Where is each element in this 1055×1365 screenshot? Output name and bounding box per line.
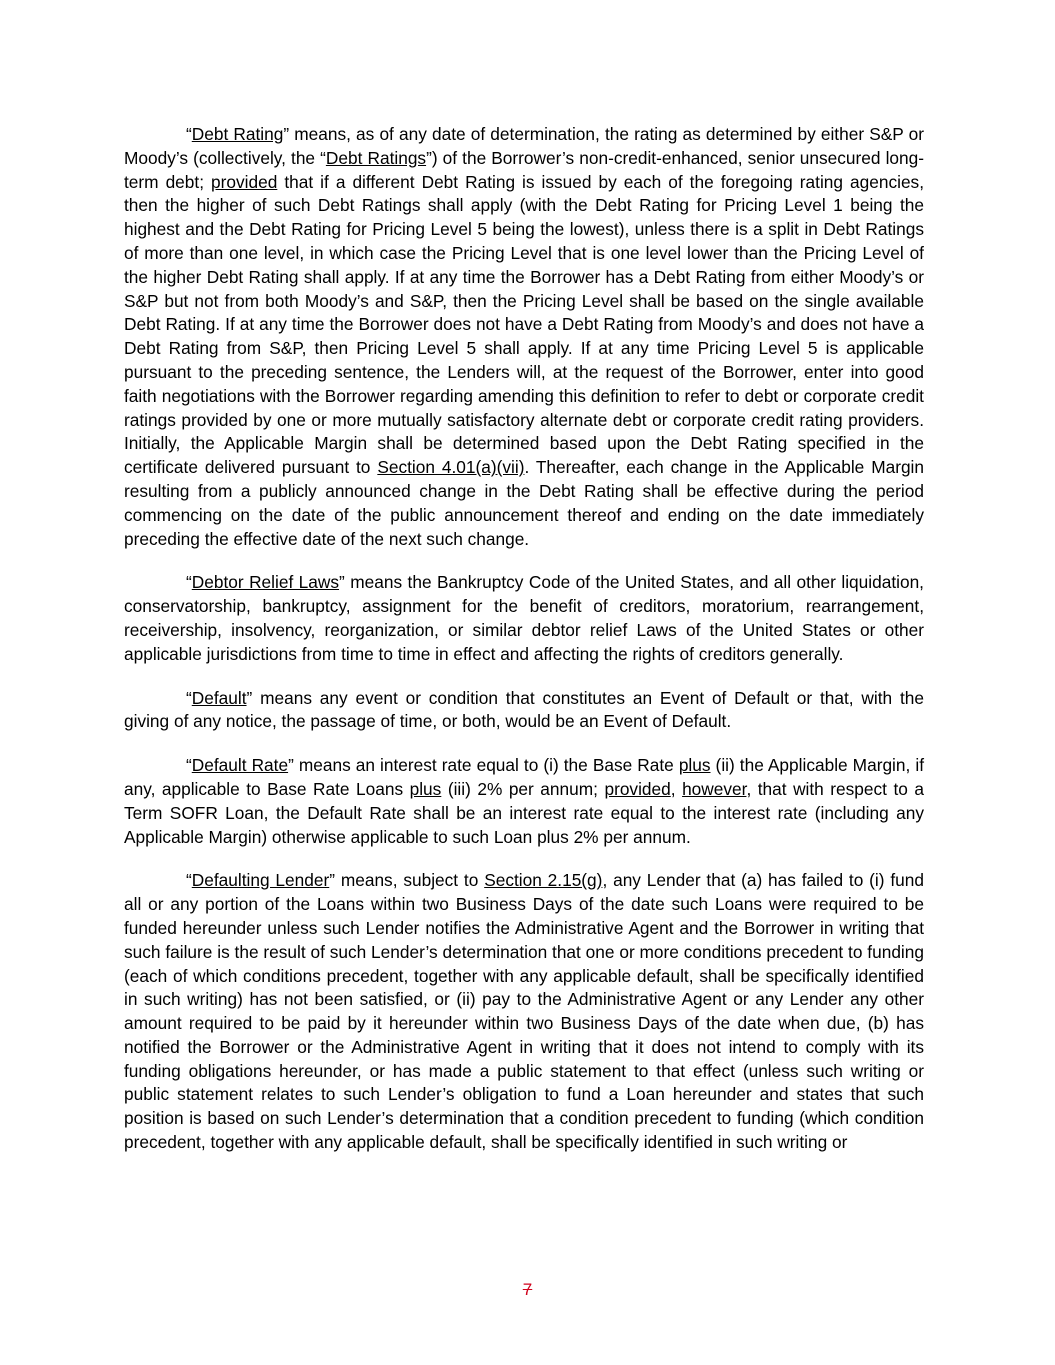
defined-term-underlined: Debtor Relief Laws	[191, 572, 340, 593]
definition-text: ” means an interest rate equal to (i) the Base Rate	[288, 755, 679, 776]
definition-defaulting-lender	[124, 869, 924, 1155]
definition-text: ” means, subject to	[329, 870, 485, 891]
definition-text: , that with respect to a Term SOFR Loan, the Default Rate shall be an interest rate equal to the interest rate (including any Applicable Margin) otherwise applicable to such Loan plus 2% per annum.	[124, 778, 924, 847]
definition-text: ” means, as of any date of determination, the rating as determined by either S&P or Moody’s (collectively, the “	[124, 124, 924, 168]
definition-text: “	[186, 124, 192, 144]
definition-text: ” means any event or condition that constitutes an Event of Default or that, with the giving of any notice, the passage of time, or both, would be an Event of Default.	[124, 687, 924, 732]
defined-term-underlined: provided	[604, 778, 671, 799]
defined-term-underlined: Debt Rating	[191, 124, 284, 144]
page-number: 7	[522, 1280, 533, 1299]
defined-term-underlined: Default	[191, 687, 247, 708]
definition-text: (ii) the Applicable Margin, if any, applicable to Base Rate Loans	[124, 755, 924, 799]
defined-term-underlined: provided	[211, 171, 278, 192]
defined-term-underlined: Debt Ratings	[325, 147, 427, 168]
defined-term-underlined: however	[682, 778, 747, 799]
definition-text: ” means the Bankruptcy Code of the United States, and all other liquidation, conservatorship, bankruptcy, assignment for the benefit of creditors, moratorium, rearrangement, receivership, insolvency, reorganization, or similar debtor relief Laws of the United States or other applicable jurisdictions from time to time in effect and affecting the rights of creditors generally.	[124, 572, 924, 664]
defined-term-underlined: plus	[409, 778, 442, 799]
definition-debt-rating	[124, 123, 924, 551]
defined-term-underlined: Default Rate	[191, 755, 289, 776]
defined-term-underlined: Section 2.15(g)	[484, 870, 603, 891]
definition-text: “	[186, 870, 192, 891]
definition-text: “	[186, 687, 192, 708]
definition-text: (iii) 2% per annum;	[441, 778, 605, 799]
definition-default	[124, 687, 924, 735]
definition-text: , any Lender that (a) has failed to (i) fund all or any portion of the Loans within two Business Days of the date such Loans were required to be funded hereunder unless such Lender notifies the Administrative Agent and the Borrower in writing that such failure is the result of such Lender’s determination that one or more conditions precedent to funding (each of which conditions precedent, together with any applicable default, shall be specifically identified in such writing) has not been satisfied, or (ii) pay to the Administrative Agent or any Lender any other amount required to be paid by it hereunder within two Business Days of the date when due, (b) has notified the Borrower or the Administrative Agent in writing that it does not intend to comply with its funding obligations hereunder, or has made a public statement to that effect (unless such writing or public statement relates to such Lender’s obligation to fund a Loan hereunder and states that such position is based on such Lender’s determination that a condition precedent to funding (which condition precedent, together with any applicable default, shall be specifically identified in such writing or	[124, 870, 924, 1153]
definition-text: ,	[670, 778, 683, 799]
defined-term-underlined: Section 4.01(a)(vii)	[377, 457, 525, 478]
defined-term-underlined: Defaulting Lender	[191, 870, 330, 891]
definition-text: . Thereafter, each change in the Applicable Margin resulting from a publicly announced change in the Debt Rating shall be effective during the period commencing on the date of the public announcement thereof and ending on the date immediately preceding the effective date of the next such change.	[124, 457, 925, 549]
definition-text: ”) of the Borrower’s non-credit-enhanced, senior unsecured long-term debt;	[124, 147, 925, 192]
definition-default-rate	[124, 754, 924, 849]
definition-debtor-relief-laws	[124, 571, 924, 666]
defined-term-underlined: plus	[678, 755, 711, 776]
document-body	[124, 123, 924, 1175]
definition-text: that if a different Debt Rating is issued by each of the foregoing rating agencies, then the higher of such Debt Ratings shall apply (with the Debt Rating for Pricing Level 1 being the highest and the Debt Rating for Pricing Level 5 being the lowest), unless there is a split in Debt Ratings of more than one level, in which case the Pricing Level that is one level lower than the Pricing Level of the higher Debt Rating shall apply. If at any time the Borrower has a Debt Rating from either Moody’s or S&P but not from both Moody’s and S&P, then the Pricing Level shall be based on the single available Debt Rating. If at any time the Borrower does not have a Debt Rating from Moody’s and does not have a Debt Rating from S&P, then Pricing Level 5 shall apply. If at any time Pricing Level 5 is applicable pursuant to the preceding sentence, the Lenders will, at the request of the Borrower, enter into good faith negotiations with the Borrower regarding amending this definition to refer to debt or corporate credit ratings provided by one or more mutually satisfactory alternate debt or corporate credit rating providers. Initially, the Applicable Margin shall be determined based upon the Debt Rating specified in the certificate delivered pursuant to	[124, 171, 925, 478]
definition-text: “	[186, 572, 192, 593]
definition-text: “	[186, 755, 192, 776]
